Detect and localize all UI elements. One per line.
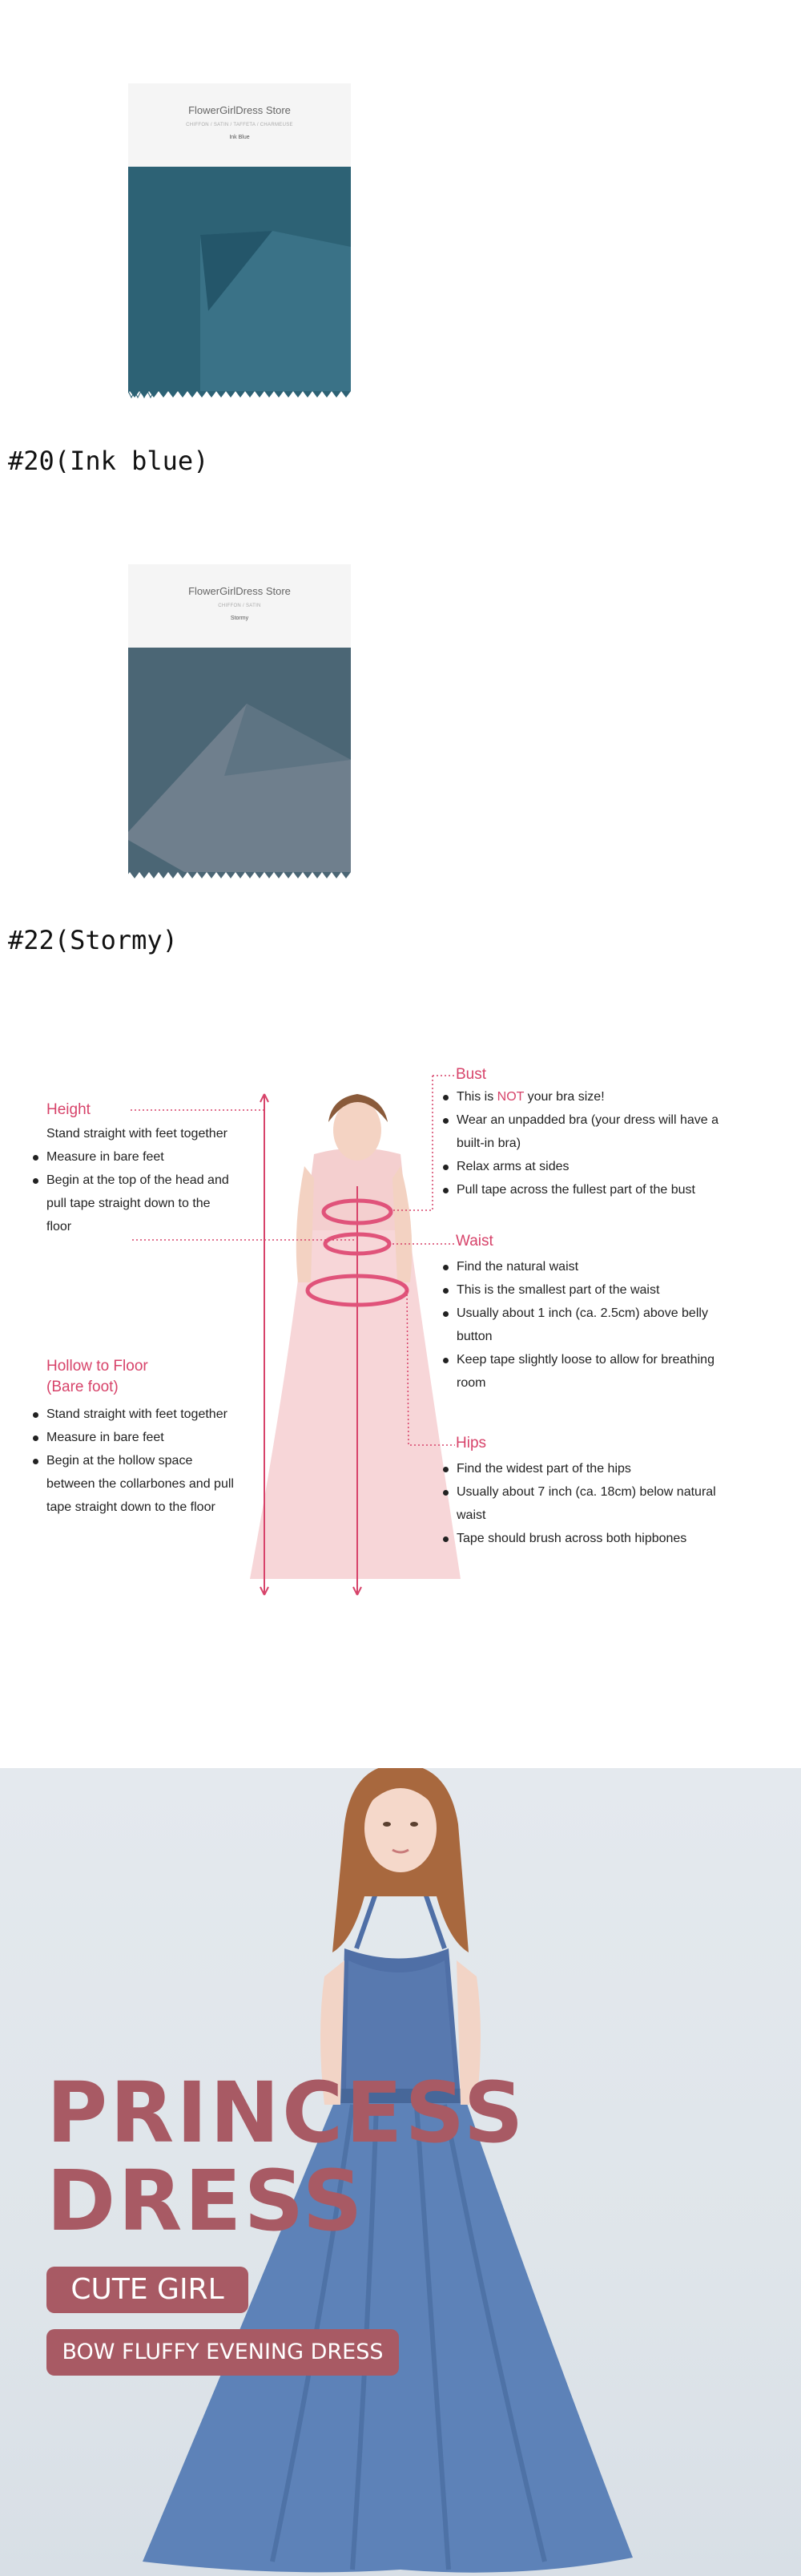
swatch-color-label: Ink Blue bbox=[229, 135, 250, 140]
list-item: Pull tape across the fullest part of the bust bbox=[457, 1178, 793, 1201]
list-item: Find the natural waist bbox=[457, 1255, 793, 1278]
list-item: between the collarbones and pull bbox=[46, 1477, 234, 1491]
height-heading: Height bbox=[46, 1101, 91, 1118]
swatch-caption: #20(Ink blue) bbox=[8, 446, 209, 476]
measurement-guide bbox=[0, 1066, 801, 1643]
swatch-fabrics: CHIFFON / SATIN / TAFFETA / CHARMEUSE bbox=[186, 123, 293, 127]
waist-list bbox=[457, 1255, 793, 1395]
list-item: Measure in bare feet bbox=[46, 1145, 279, 1169]
princess-dress-banner bbox=[0, 1768, 801, 2576]
swatch-brand: FlowerGirlDress Store bbox=[188, 104, 291, 116]
swatch-color-label: Stormy bbox=[230, 616, 249, 621]
list-item: Usually about 7 inch (ca. 18cm) below natural bbox=[457, 1480, 793, 1504]
list-item: Stand straight with feet together bbox=[46, 1403, 287, 1426]
swatch-fabrics: CHIFFON / SATIN bbox=[218, 604, 261, 608]
list-item: pull tape straight down to the bbox=[46, 1197, 211, 1210]
banner-title-princess: PRINCESS bbox=[46, 2064, 526, 2162]
list-item: tape straight down to the floor bbox=[46, 1500, 215, 1514]
list-item: built-in bra) bbox=[457, 1137, 521, 1150]
height-list bbox=[46, 1122, 279, 1238]
bow-fluffy-evening-dress-tag: BOW FLUFFY EVENING DRESS bbox=[46, 2329, 399, 2376]
hollow-list bbox=[46, 1403, 287, 1519]
swatch-header bbox=[128, 564, 351, 648]
list-item: Stand straight with feet together bbox=[46, 1127, 227, 1141]
hips-list bbox=[457, 1457, 793, 1550]
list-item: button bbox=[457, 1330, 493, 1343]
list-item: Find the widest part of the hips bbox=[457, 1457, 793, 1480]
bust-heading: Bust bbox=[456, 1066, 487, 1083]
swatch-fabric-sample bbox=[128, 648, 351, 880]
list-item: room bbox=[457, 1376, 486, 1390]
swatch-caption: #22(Stormy) bbox=[8, 925, 178, 955]
list-item: Begin at the hollow space bbox=[46, 1449, 287, 1472]
list-item: floor bbox=[46, 1220, 72, 1233]
list-item: Relax arms at sides bbox=[457, 1155, 793, 1178]
swatch-card-ink-blue bbox=[128, 83, 351, 399]
hollow-heading: Hollow to Floor bbox=[46, 1358, 148, 1375]
bust-item-text: your bra size! bbox=[524, 1090, 605, 1104]
bust-item-text: This is bbox=[457, 1090, 497, 1104]
cute-girl-tag: CUTE GIRL bbox=[46, 2267, 248, 2313]
list-item: Begin at the top of the head and bbox=[46, 1169, 279, 1192]
swatch-fabric-sample bbox=[128, 167, 351, 399]
list-item: Usually about 1 inch (ca. 2.5cm) above belly bbox=[457, 1302, 793, 1325]
waist-heading: Waist bbox=[456, 1233, 493, 1250]
list-item: Keep tape slightly loose to allow for breathing bbox=[457, 1348, 793, 1371]
bust-not-emphasis: NOT bbox=[497, 1090, 525, 1104]
list-item: Tape should brush across both hipbones bbox=[457, 1527, 793, 1550]
list-item: Wear an unpadded bra (your dress will have a bbox=[457, 1108, 793, 1132]
swatch-brand: FlowerGirlDress Store bbox=[188, 585, 291, 597]
swatch-header bbox=[128, 83, 351, 167]
list-item: This is the smallest part of the waist bbox=[457, 1278, 793, 1302]
list-item: Measure in bare feet bbox=[46, 1426, 287, 1449]
swatch-card-stormy bbox=[128, 564, 351, 880]
list-item: waist bbox=[457, 1508, 486, 1522]
hollow-subheading: (Bare foot) bbox=[46, 1379, 119, 1395]
bust-list bbox=[457, 1085, 793, 1201]
banner-title-dress: DRESS bbox=[46, 2152, 365, 2250]
list-item bbox=[457, 1085, 793, 1108]
hips-heading: Hips bbox=[456, 1435, 487, 1452]
